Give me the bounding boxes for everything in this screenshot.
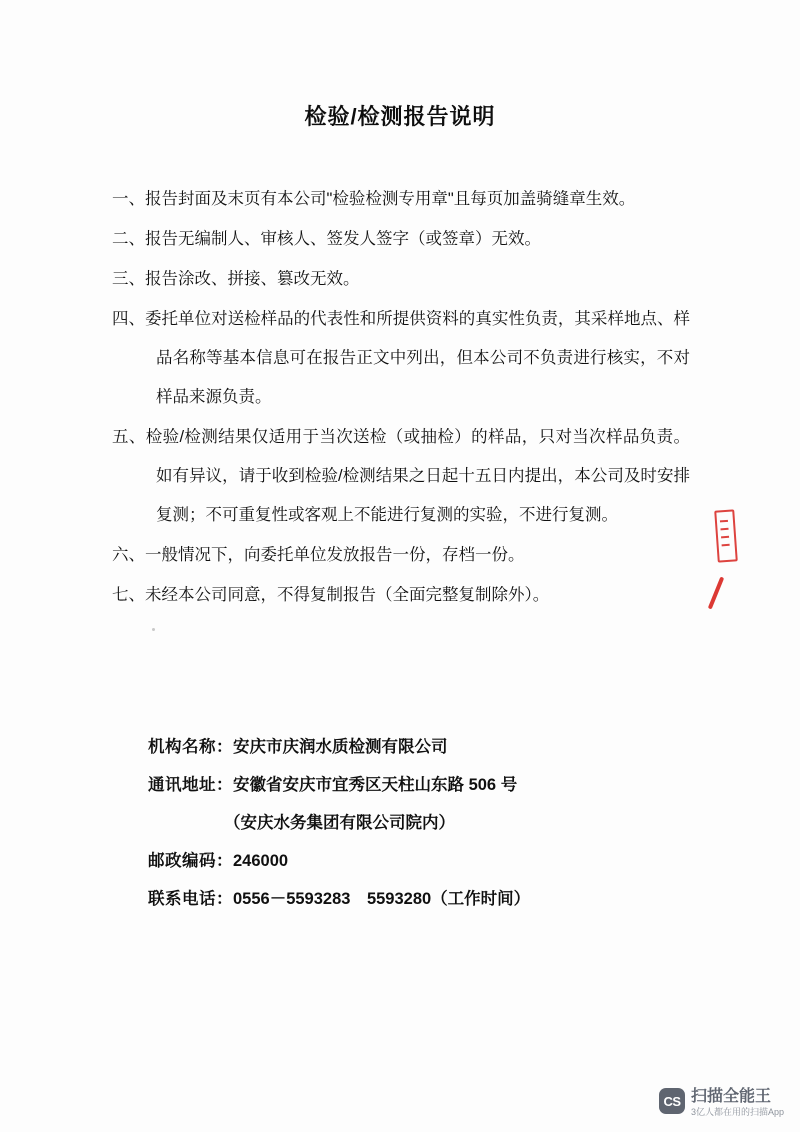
org-name-label: 机构名称： bbox=[148, 738, 233, 756]
phone-row bbox=[148, 880, 708, 918]
address-value-secondary: （安庆水务集团有限公司院内） bbox=[224, 814, 455, 832]
clause-body-text: 检验/检测结果仅适用于当次送检（或抽检）的样品，只对当次样品负责。如有异议，请于收到检验/检测结果之日起十五日内提出，本公司及时安排复测；不可重复性或客观上不能进行复测的实验，不进行复测。 bbox=[145, 428, 690, 524]
clause-text: 报告无编制人、审核人、签发人签字（或签章）无效。 bbox=[145, 230, 541, 248]
address-label: 通讯地址： bbox=[148, 776, 233, 794]
contact-block bbox=[148, 728, 708, 918]
scanner-watermark bbox=[659, 1088, 784, 1118]
watermark-text bbox=[691, 1088, 784, 1118]
watermark-app-name: 扫描全能王 bbox=[690, 1088, 771, 1105]
clause-text: 报告涂改、拼接、篡改无效。 bbox=[145, 270, 360, 288]
clause-item bbox=[112, 180, 690, 219]
clause-marker: 四、 bbox=[112, 310, 146, 328]
clause-list bbox=[112, 180, 690, 616]
clause-marker: 二、 bbox=[112, 230, 145, 248]
clause-marker: 六、 bbox=[112, 546, 145, 564]
clause-item bbox=[112, 300, 690, 417]
clause-body-text: 委托单位对送检样品的代表性和所提供资料的真实性负责，其采样地点、样品名称等基本信息可在报告正文中列出，但本公司不负责进行核实，不对样品来源负责。 bbox=[145, 310, 691, 406]
clause-text bbox=[112, 418, 690, 535]
seal-mark-upper bbox=[714, 509, 738, 562]
clause-marker: 一、 bbox=[112, 190, 145, 208]
camscanner-logo-icon: CS bbox=[659, 1088, 685, 1114]
clause-item bbox=[112, 220, 690, 259]
org-name-value: 安庆市庆润水质检测有限公司 bbox=[233, 738, 448, 756]
watermark-subtitle: 3亿人都在用的扫描App bbox=[690, 1107, 784, 1117]
clause-text bbox=[112, 300, 690, 417]
org-name-row bbox=[148, 728, 708, 766]
address-row bbox=[148, 766, 708, 804]
clause-item bbox=[112, 418, 690, 535]
page-title: 检验/检测报告说明 bbox=[304, 104, 496, 129]
seal-mark-lower bbox=[708, 576, 724, 609]
clause-marker: 三、 bbox=[112, 270, 145, 288]
phone-label: 联系电话： bbox=[148, 890, 233, 908]
phone-value: 0556－5593283 5593280（工作时间） bbox=[233, 890, 531, 908]
paper-artifact bbox=[152, 628, 155, 631]
red-seal-fragment-icon bbox=[708, 510, 748, 620]
clause-item bbox=[112, 576, 690, 615]
address-row-second-line bbox=[148, 804, 708, 842]
postcode-row bbox=[148, 842, 708, 880]
clause-item bbox=[112, 536, 690, 575]
clause-text: 未经本公司同意，不得复制报告（全面完整复制除外）。 bbox=[145, 586, 550, 604]
postcode-value: 246000 bbox=[233, 852, 289, 870]
clause-text: 一般情况下，向委托单位发放报告一份，存档一份。 bbox=[145, 546, 525, 564]
clause-marker: 七、 bbox=[112, 586, 145, 604]
clause-item bbox=[112, 260, 690, 299]
clause-text: 报告封面及末页有本公司"检验检测专用章"且每页加盖骑缝章生效。 bbox=[145, 190, 636, 208]
clause-marker: 五、 bbox=[112, 428, 146, 446]
address-value: 安徽省安庆市宜秀区天柱山东路 506 号 bbox=[233, 776, 518, 794]
postcode-label: 邮政编码： bbox=[148, 852, 233, 870]
